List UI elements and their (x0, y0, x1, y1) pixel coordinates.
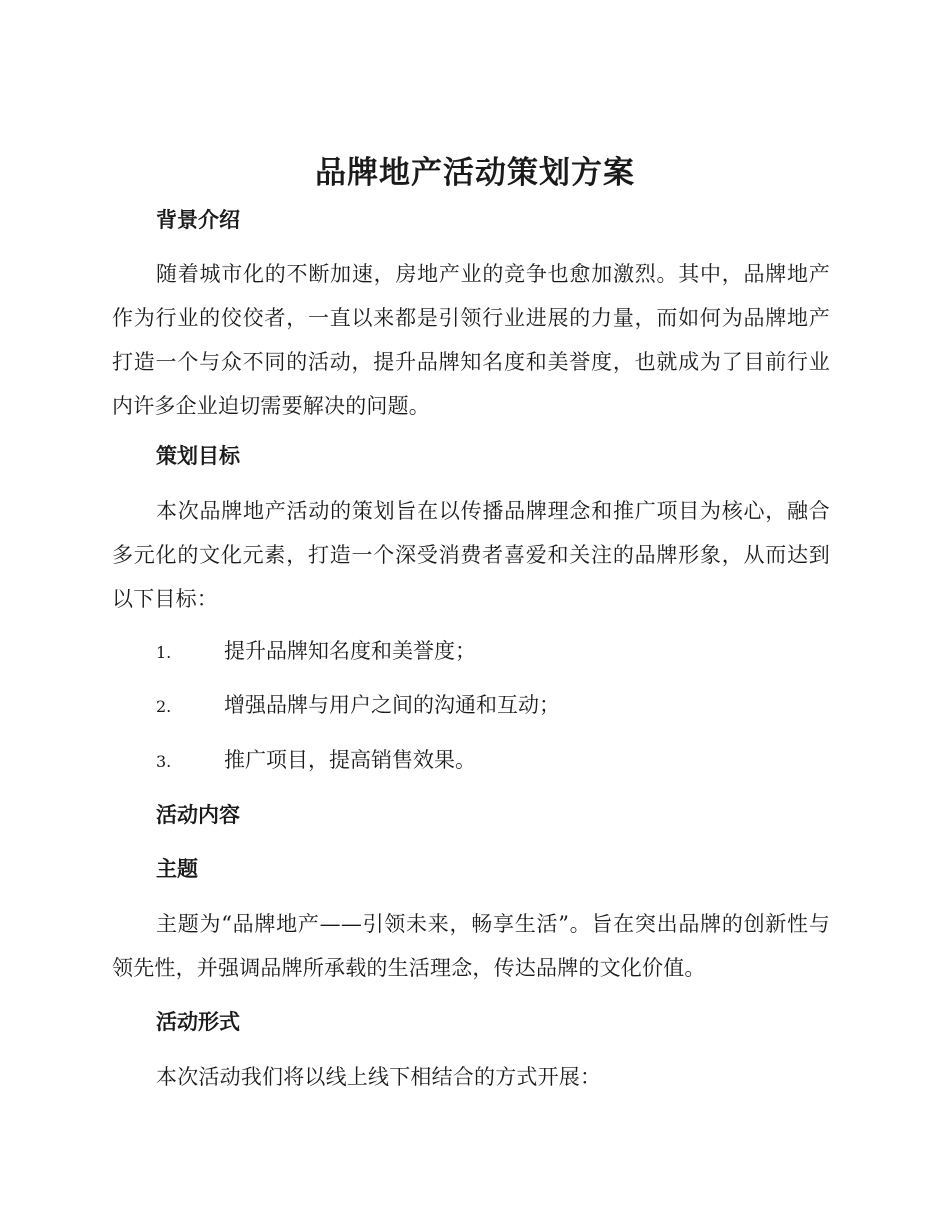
theme-paragraph: 主题为“品牌地产——引领未来，畅享生活”。旨在突出品牌的创新性与领先性，并强调品牌所承载的生活理念，传达品牌的文化价值。 (112, 912, 830, 980)
section-heading-theme: 主题 (156, 857, 198, 881)
list-text: 增强品牌与用户之间的沟通和互动； (224, 693, 560, 717)
list-number: 3. (156, 752, 172, 771)
list-text: 推广项目，提高销售效果。 (224, 748, 476, 772)
goal-list-item (156, 745, 836, 777)
goal-list-item (156, 690, 836, 722)
format-paragraph: 本次活动我们将以线上线下相结合的方式开展： (156, 1065, 602, 1089)
section-heading-content: 活动内容 (156, 803, 240, 827)
list-number: 1. (156, 643, 172, 662)
section-heading-goals: 策划目标 (156, 444, 240, 468)
list-number: 2. (156, 697, 172, 716)
goal-list-item (156, 636, 836, 668)
background-paragraph: 随着城市化的不断加速，房地产业的竞争也愈加激烈。其中，品牌地产作为行业的佼佼者，一直以来都是引领行业进展的力量，而如何为品牌地产打造一个与众不同的活动，提升品牌知名度和美誉度，也就成为了目前行业内许多企业迫切需要解决的问题。 (112, 262, 830, 418)
section-heading-background: 背景介绍 (156, 208, 240, 232)
list-text: 提升品牌知名度和美誉度； (224, 639, 476, 663)
section-heading-format: 活动形式 (156, 1010, 240, 1034)
goals-paragraph: 本次品牌地产活动的策划旨在以传播品牌理念和推广项目为核心，融合多元化的文化元素，打造一个深受消费者喜爱和关注的品牌形象，从而达到以下目标： (112, 499, 830, 611)
document-title: 品牌地产活动策划方案 (315, 155, 635, 191)
